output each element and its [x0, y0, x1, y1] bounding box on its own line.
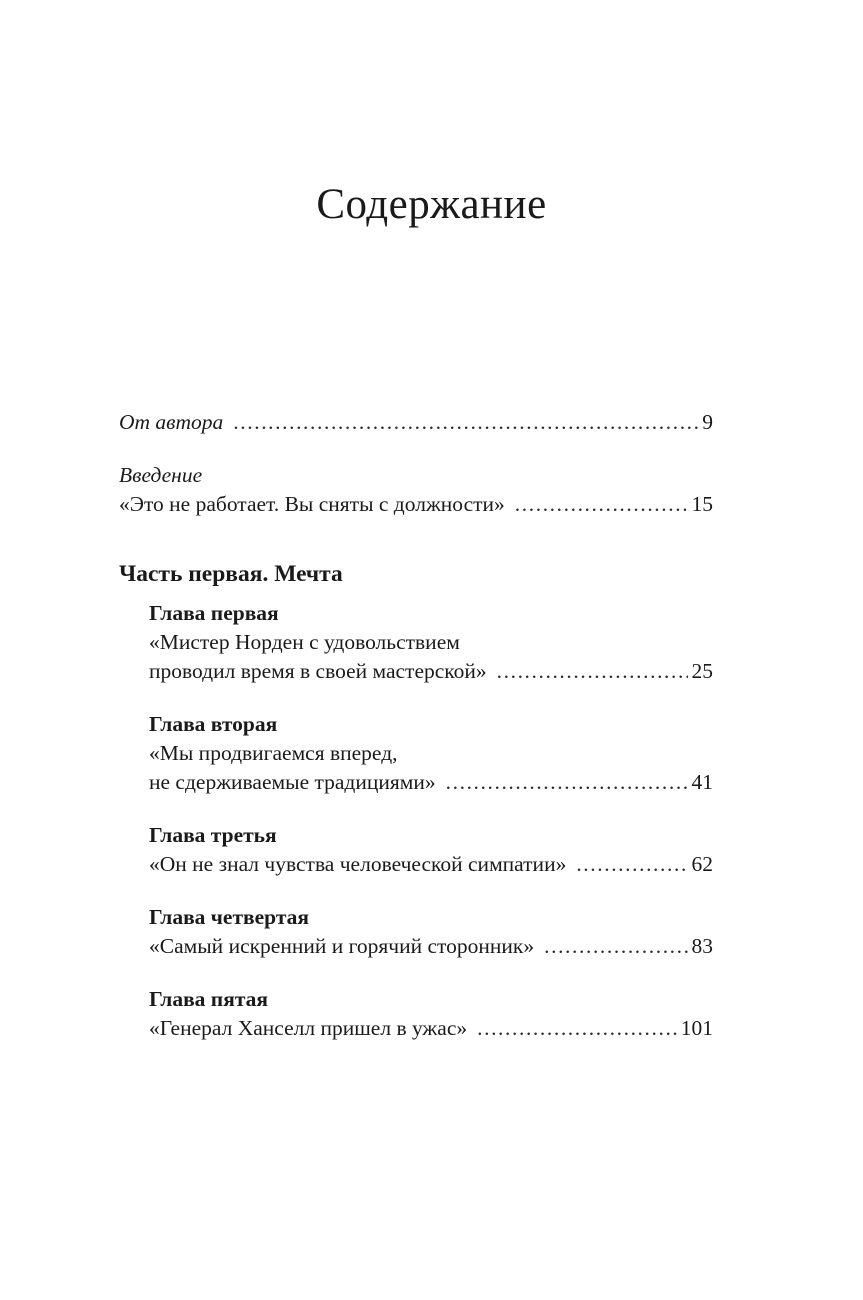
- page-title: Содержание: [316, 181, 547, 228]
- toc-page-number: 9: [702, 410, 713, 434]
- dot-leader: [544, 936, 687, 958]
- dot-leader: [576, 854, 687, 876]
- toc-entry-introduction-label: Введение: [119, 463, 203, 487]
- toc-entry-label: От автора: [119, 410, 224, 434]
- chapter-title-line: «Он не знал чувства человеческой симпатии»: [149, 852, 567, 876]
- toc-entry-chapter-3[interactable]: [149, 854, 713, 876]
- toc-page-number: 41: [691, 770, 713, 794]
- toc-entry-introduction[interactable]: [119, 494, 713, 516]
- chapter-title-line: проводил время в своей мастерской»: [149, 659, 487, 683]
- toc-entry-chapter-1[interactable]: [149, 661, 713, 683]
- chapter-label: Глава пятая: [149, 987, 269, 1011]
- dot-leader: [515, 494, 688, 516]
- chapter-title-line: «Генерал Ханселл пришел в ужас»: [149, 1016, 468, 1040]
- chapter-title-line: «Мы продвигаемся вперед,: [149, 741, 398, 765]
- toc-page-number: 15: [691, 492, 713, 516]
- toc-page-number: 25: [691, 659, 713, 683]
- dot-leader: [497, 661, 688, 683]
- chapter-label: Глава первая: [149, 601, 279, 625]
- chapter-label: Глава четвертая: [149, 905, 310, 929]
- toc-entry-chapter-4[interactable]: [149, 936, 713, 958]
- toc-page-number: 62: [691, 852, 713, 876]
- part-heading: Часть первая. Мечта: [119, 561, 343, 587]
- dot-leader: [477, 1018, 677, 1040]
- toc-page-number: 101: [680, 1016, 713, 1040]
- chapter-title-line: «Мистер Норден с удовольствием: [149, 630, 460, 654]
- toc-page-number: 83: [691, 934, 713, 958]
- chapter-label: Глава вторая: [149, 712, 278, 736]
- toc-entry-chapter-2[interactable]: [149, 772, 713, 794]
- chapter-title-line: «Самый искренний и горячий сторонник»: [149, 934, 535, 958]
- chapter-label: Глава третья: [149, 823, 277, 847]
- chapter-title-line: не сдерживаемые традициями»: [149, 770, 436, 794]
- dot-leader: [446, 772, 688, 794]
- toc-entry-author-note[interactable]: [119, 412, 713, 434]
- toc-entry-subtitle: «Это не работает. Вы сняты с должности»: [119, 492, 505, 516]
- toc-entry-chapter-5[interactable]: [149, 1018, 713, 1040]
- dot-leader: [233, 412, 698, 434]
